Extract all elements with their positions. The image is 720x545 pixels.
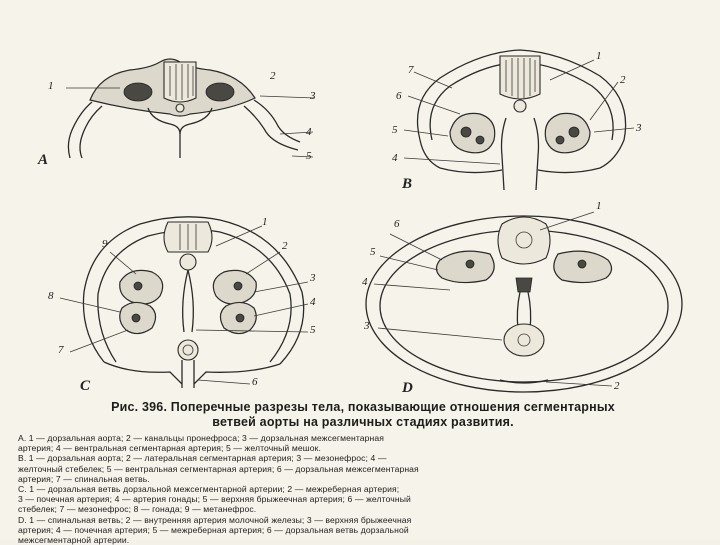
caption-title-line: Рис. 396. Поперечные разрезы тела, показывающие отношения сегментарных xyxy=(111,400,615,414)
panel-c-label-4: 4 xyxy=(310,296,316,308)
panel-c-label-6: 6 xyxy=(252,376,258,388)
panel-d-label-1: 1 xyxy=(596,200,602,212)
panel-d-label-5: 5 xyxy=(370,246,376,258)
panel-d-label-6: 6 xyxy=(394,218,400,230)
panel-c-drawing xyxy=(40,212,340,400)
panel-d-letter: D xyxy=(402,380,413,396)
panel-c-label-9: 9 xyxy=(102,238,108,250)
legend-line: артерия; 4 — вентральная сегментарная артерия; 5 — желточный мешок. xyxy=(18,443,321,454)
panel-d-label-4: 4 xyxy=(362,276,368,288)
panel-b-diagram xyxy=(380,40,660,200)
panel-a-label-1: 1 xyxy=(48,80,54,92)
panel-c-label-3: 3 xyxy=(310,272,316,284)
legend-line: артерия; 4 — почечная артерия; 5 — межреберная артерия; 6 — дорзальная ветвь дорзальной xyxy=(18,524,409,535)
legend-line: желточный стебелек; 5 — вентральная сегментарная артерия; 6 — дорзальная межсегментарная xyxy=(18,463,419,474)
legend-line: 3 — почечная артерия; 4 — артерия гонады; 5 — верхняя брыжеечная артерия; 6 — желточный xyxy=(18,494,411,505)
panel-a-label-4: 4 xyxy=(306,126,312,138)
panel-b-label-6: 6 xyxy=(396,90,402,102)
panel-d-drawing xyxy=(350,200,700,400)
panel-c-label-5: 5 xyxy=(310,324,316,336)
caption-title-line: ветвей аорты на различных стадиях развития. xyxy=(212,415,514,429)
panel-a-drawing xyxy=(30,40,330,180)
legend-line: межсегментарной артерии. xyxy=(18,535,130,545)
panel-b-label-5: 5 xyxy=(392,124,398,136)
panel-a-label-2: 2 xyxy=(270,70,276,82)
panel-d-label-2: 2 xyxy=(614,380,620,392)
legend-line: B. 1 — дорзальная аорта; 2 — латеральная сегментарная артерия; 3 — мезонефрос; 4 — xyxy=(18,453,387,464)
figure-caption xyxy=(18,400,708,545)
panel-d-diagram xyxy=(350,200,700,400)
legend-line: A. 1 — дорзальная аорта; 2 — канальцы пронефроса; 3 — дорзальная межсегментарная xyxy=(18,433,385,443)
legend-line: стебелек; 7 — мезонефрос; 8 — гонада; 9 — метанефрос. xyxy=(18,504,257,515)
panel-c-diagram xyxy=(40,212,340,400)
caption-legend xyxy=(18,433,708,545)
panel-c-letter: C xyxy=(80,378,91,394)
panel-b-label-7: 7 xyxy=(408,64,414,76)
legend-line: D. 1 — спинальная ветвь; 2 — внутренняя артерия молочной железы; 3 — верхняя брыжеечная xyxy=(18,514,412,525)
panel-a-label-5: 5 xyxy=(306,150,312,162)
panel-c-label-1: 1 xyxy=(262,216,268,228)
panel-a-label-3: 3 xyxy=(310,90,316,102)
panel-b-label-2: 2 xyxy=(620,74,626,86)
panel-a-letter: A xyxy=(38,152,49,168)
panel-b-drawing xyxy=(380,40,660,200)
panel-c-label-2: 2 xyxy=(282,240,288,252)
panel-b-label-1: 1 xyxy=(596,50,602,62)
panel-b-label-4: 4 xyxy=(392,152,398,164)
panel-c-label-7: 7 xyxy=(58,344,64,356)
panel-d-label-3: 3 xyxy=(364,320,370,332)
panel-c-label-8: 8 xyxy=(48,290,54,302)
caption-title xyxy=(18,400,708,430)
panel-b-letter: B xyxy=(402,176,413,192)
legend-line: C. 1 — дорзальная ветвь дорзальной межсегментарной артерии; 2 — межреберная артерия; xyxy=(18,484,400,495)
legend-line: артерия; 7 — спинальная ветвь. xyxy=(18,473,150,484)
panel-a-diagram xyxy=(30,40,330,180)
panel-b-label-3: 3 xyxy=(636,122,642,134)
